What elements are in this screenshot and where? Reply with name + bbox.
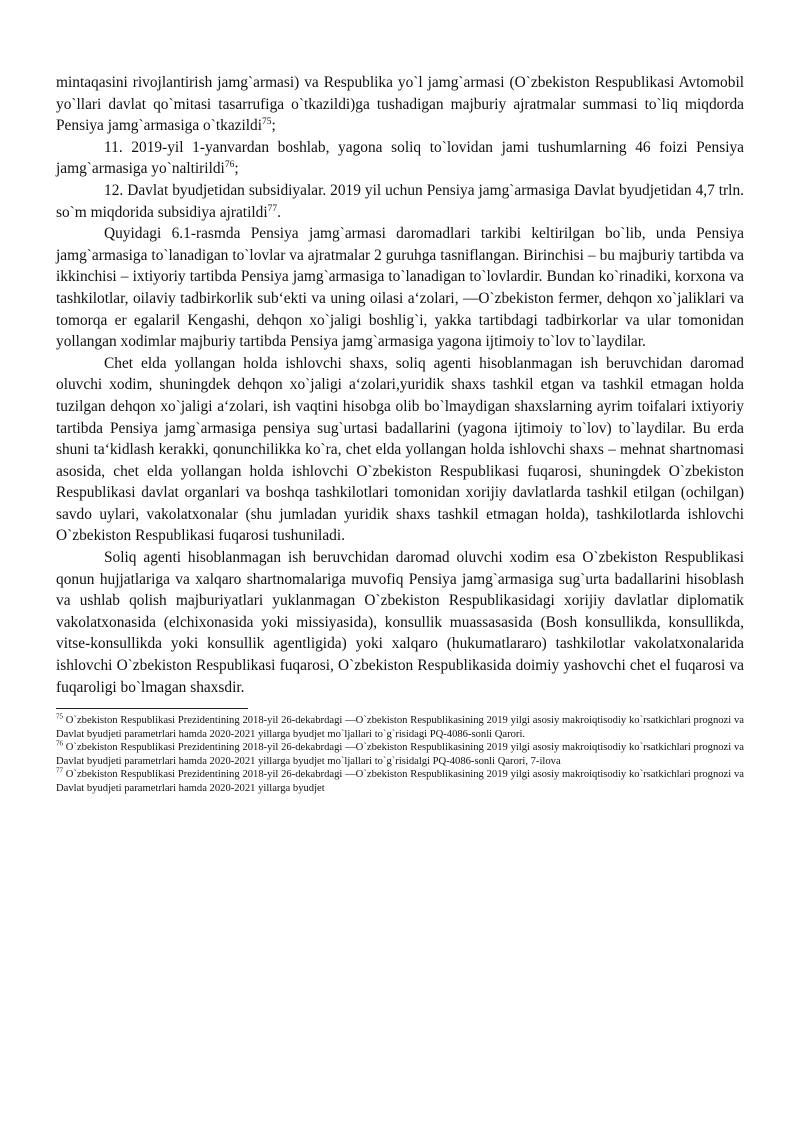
footnote bbox=[56, 768, 744, 795]
paragraph bbox=[56, 137, 744, 180]
footnote-number: 77 bbox=[56, 766, 63, 775]
paragraph-text: Soliq agenti hisoblanmagan ish beruvchidan daromad oluvchi xodim esa O`zbekiston Respublikasi qonun hujjatlariga va xalqaro shartnomalariga muvofiq Pensiya jamg`armasiga sug`urta badallarini hisoblash va ushlab qolish majburiyatlari yuklanmagan O`zbekiston Respublikasidagi xorijiy davlatlar diplomatik vakolatxonasida (elchixonasida yoki missiyasida), konsullik muassasasida (Bosh konsullikda, konsullikda, vitse-konsullikda yoki konsullik agentligida) yoki xalqaro (hukumatlararo) tashkilotlar vakolatxonalarida ishlovchi O`zbekiston Respublikasi fuqarosi, O`zbekiston Respublikasida doimiy yashovchi chet el fuqarosi va fuqaroligi bo`lmagan shaxsdir. bbox=[56, 549, 744, 696]
footnote-ref[interactable]: 75 bbox=[262, 117, 272, 128]
footnote-divider bbox=[56, 708, 248, 709]
paragraph-tail: ; bbox=[271, 117, 276, 135]
footnote-number: 75 bbox=[56, 712, 63, 721]
paragraph bbox=[56, 72, 744, 137]
paragraph bbox=[56, 353, 744, 547]
footnote-text: O`zbekiston Respublikasi Prezidentining 2018-yil 26-dekabrdagi ―O`zbekiston Respublikasining 2019 yilgi asosiy makroiqtisodiy ko`rsatkichlari prognozi va Davlat byudjeti parametrlari hamda 2020-2021 yillarga byudjet mo`ljallari to`g`risidagi PQ-4086-sonli Qarori. bbox=[56, 715, 744, 740]
footnote-ref[interactable]: 77 bbox=[267, 203, 278, 214]
paragraph bbox=[56, 547, 744, 698]
footnotes bbox=[56, 714, 744, 795]
footnote-ref[interactable]: 76 bbox=[224, 160, 235, 171]
paragraph-text: 12. Davlat byudjetidan subsidiyalar. 2019 yil uchun Pensiya jamg`armasiga Davlat byudjetidan 4,7 trln. so`m miqdorida subsidiya ajratildi bbox=[56, 181, 744, 221]
paragraph bbox=[56, 223, 744, 353]
footnote-text: O`zbekiston Respublikasi Prezidentining 2018-yil 26-dekabrdagi ―O`zbekiston Respublikasining 2019 yilgi asosiy makroiqtisodiy ko`rsatkichlari prognozi va Davlat byudjeti parametrlari hamda 2020-2021 yillarga byudjet mo`ljallari to`g`risidalgi PQ-4086-sonli Qarori, 7-ilova bbox=[56, 742, 744, 767]
document-page bbox=[56, 72, 744, 795]
footnote bbox=[56, 741, 744, 768]
footnote-text: O`zbekiston Respublikasi Prezidentining 2018-yil 26-dekabrdagi ―O`zbekiston Respublikasining 2019 yilgi asosiy makroiqtisodiy ko`rsatkichlari prognozi va Davlat byudjeti parametrlari hamda 2020-2021 yillarga byudjet bbox=[56, 769, 744, 794]
paragraph bbox=[56, 180, 744, 223]
paragraph-tail: . bbox=[277, 203, 281, 221]
paragraph-text: 11. 2019-yil 1-yanvardan boshlab, yagona soliq to`lovidan jami tushumlarning 46 foizi Pensiya jamg`armasiga yo`naltirildi bbox=[56, 138, 744, 178]
paragraph-text: mintaqasini rivojlantirish jamg`armasi) va Respublika yo`l jamg`armasi (O`zbekiston Respublikasi Avtomobil yo`llari davlat qo`mitasi tasarrufiga o`tkazildi)ga tushadigan majburiy ajratmalar summasi to`liq miqdorda Pensiya jamg`armasiga o`tkazildi bbox=[56, 74, 744, 135]
paragraph-tail: ; bbox=[234, 160, 239, 178]
paragraph-text: Quyidagi 6.1-rasmda Pensiya jamg`armasi daromadlari tarkibi keltirilgan bo`lib, unda Pensiya jamg`armasiga to`lanadigan to`lovlar va ajratmalar 2 guruhga tasniflangan. Birinchisi – bu majburiy tartibda va ikkinchisi – ixtiyoriy tartibda Pensiya jamg`armasiga to`lanadigan to`lovlardir. Bundan ko`rinadiki, korxona va tashkilotlar, oilaviy tadbirkorlik sub‘ekti va uning oilasi a‘zolari, ―O`zbekiston fermer, dehqon xo`jaliklari va tomorqa er egalari‖ Kengashi, dehqon xo`jaligi boshlig`i, yakka tartibdagi tadbirkorlar va ular tomonidan yollangan xodimlar majburiy tartibda Pensiya jamg`armasiga yagona ijtimoiy to`lov to`laydilar. bbox=[56, 225, 744, 351]
footnote-number: 76 bbox=[56, 739, 63, 748]
body-text bbox=[56, 72, 744, 698]
footnote bbox=[56, 714, 744, 741]
paragraph-text: Chet elda yollangan holda ishlovchi shaxs, soliq agenti hisoblanmagan ish beruvchidan daromad oluvchi xodim, shuningdek dehqon xo`jaligi a‘zolari,yuridik shaxs tashkil etgan va tashkil etmagan holda tuzilgan dehqon xo`jaligi a‘zolari, ish vaqtini hisobga olib bo`lmaydigan shaxslarning ayrim toifalari ixtiyoriy tartibda Pensiya jamg`armasiga pensiya sug`urtasi badallarini (yagona ijtimoiy to`lov) to`laydilar. Bu erda shuni ta‘kidlash kerakki, qonunchilikka ko`ra, chet elda yollangan holda ishlovchi shaxs – mehnat shartnomasi asosida, chet elda yollangan holda ishlovchi O`zbekiston Respublikasi fuqarosi, shuningdek O`zbekiston Respublikasi davlat organlari va boshqa tashkilotlari tomonidan xorijiy davlatlarda tashkil etilgan (ochilgan) savdo uylari, vakolatxonalar (shu jumladan yuridik shaxs tashkil etmagan holda), tashkilotlarda ishlovchi O`zbekiston Respublikasi fuqarosi tushuniladi. bbox=[56, 354, 744, 545]
